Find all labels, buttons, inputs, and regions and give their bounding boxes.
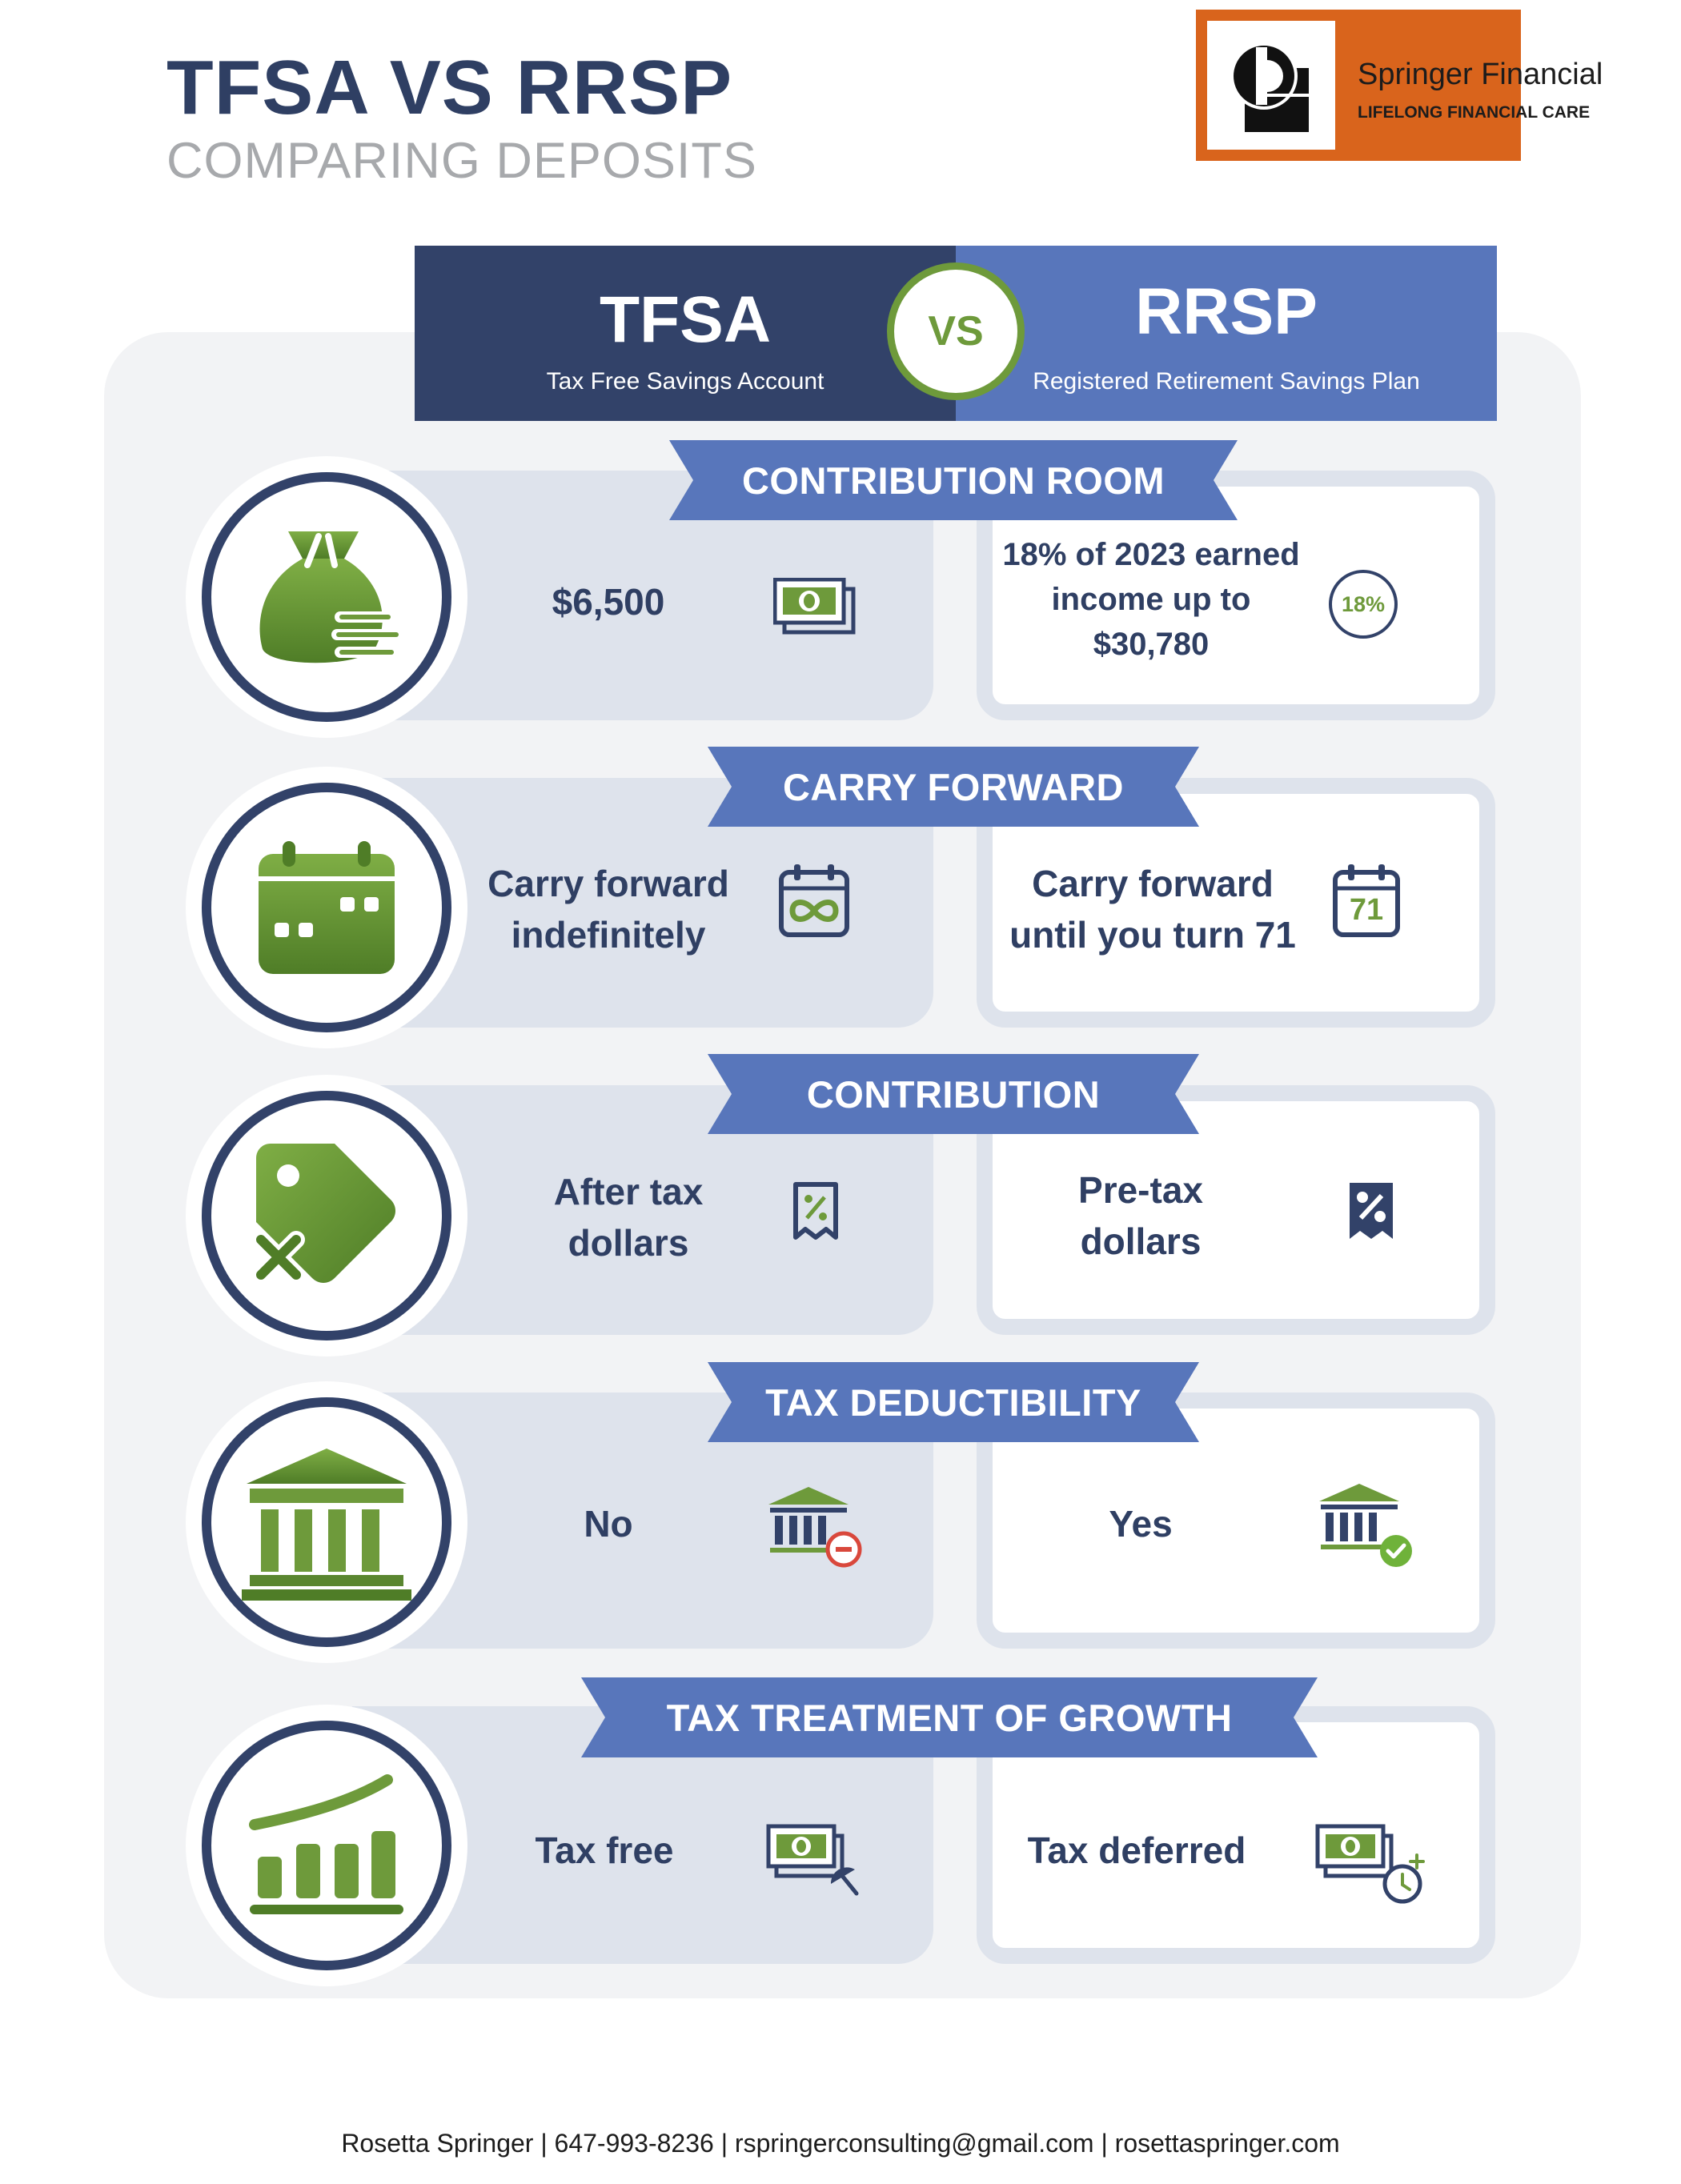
bank-check-icon bbox=[1316, 1482, 1417, 1569]
tfsa-growth-value: Tax free bbox=[535, 1829, 674, 1871]
calendar-infinity-icon bbox=[778, 863, 850, 938]
growth-heading: TAX TREATMENT OF GROWTH bbox=[666, 1696, 1233, 1739]
percent-circle-icon: 18% bbox=[1329, 570, 1398, 639]
contribution-category bbox=[186, 1075, 467, 1356]
cash-umbrella-icon bbox=[765, 1823, 861, 1900]
growth-banner bbox=[581, 1677, 1318, 1757]
page-subtitle: COMPARING DEPOSITS bbox=[166, 133, 757, 189]
rrsp-tax-deductibility-value: Yes bbox=[1109, 1503, 1173, 1545]
tfsa-fullname: Tax Free Savings Account bbox=[546, 368, 824, 395]
contribution-heading: CONTRIBUTION bbox=[806, 1072, 1101, 1116]
rrsp-carry-forward-value: Carry forward until you turn 71 bbox=[1009, 863, 1296, 956]
rrsp-growth-value: Tax deferred bbox=[1027, 1829, 1246, 1871]
contribution-room-banner bbox=[669, 440, 1238, 520]
rrsp-contribution-room-value: 18% of 2023 earned income up to $30,780 bbox=[1002, 537, 1300, 662]
carry-forward-category bbox=[186, 767, 467, 1048]
rrsp-title: RRSP bbox=[1135, 275, 1318, 348]
logo-mark bbox=[1209, 22, 1334, 148]
tfsa-header bbox=[415, 246, 956, 421]
price-tag-remove-icon bbox=[247, 1136, 407, 1296]
tax-deductibility-heading: TAX DEDUCTIBILITY bbox=[765, 1381, 1141, 1424]
rrsp-header bbox=[956, 246, 1497, 421]
money-bag-icon bbox=[239, 509, 415, 685]
contribution-room-heading: CONTRIBUTION ROOM bbox=[741, 459, 1165, 502]
springer-financial-logo bbox=[1196, 10, 1603, 161]
footer-contact: Rosetta Springer | 647-993-8236 | rspringerconsulting@gmail.com | rosettaspringer.com bbox=[341, 2129, 1340, 2158]
logo-tagline: LIFELONG FINANCIAL CARE bbox=[1358, 103, 1591, 122]
logo-name: Springer Financial bbox=[1358, 58, 1603, 91]
growth-category bbox=[186, 1705, 467, 1986]
calendar-71-label: 71 bbox=[1349, 893, 1384, 927]
logo-mark-icon bbox=[1211, 25, 1331, 146]
calendar-icon bbox=[251, 832, 403, 984]
tfsa-title: TFSA bbox=[599, 283, 772, 356]
carry-forward-banner bbox=[708, 747, 1199, 827]
receipt-percent-icon bbox=[791, 1181, 840, 1240]
calendar-71-icon bbox=[1332, 863, 1401, 938]
tax-deductibility-category bbox=[186, 1381, 467, 1663]
rrsp-fullname: Registered Retirement Savings Plan bbox=[1033, 368, 1420, 395]
contribution-room-category bbox=[186, 456, 467, 738]
bank-minus-icon bbox=[765, 1485, 866, 1569]
page-title: TFSA VS RRSP bbox=[166, 45, 733, 130]
tfsa-carry-forward-value: Carry forward indefinitely bbox=[487, 863, 729, 956]
tfsa-contribution-room-value: $6,500 bbox=[552, 581, 665, 623]
bank-icon bbox=[239, 1442, 415, 1602]
cash-icon bbox=[773, 578, 857, 635]
contribution-banner bbox=[708, 1054, 1199, 1134]
carry-forward-heading: CARRY FORWARD bbox=[782, 765, 1125, 808]
receipt-percent-filled-icon bbox=[1346, 1181, 1396, 1240]
tfsa-contribution-value: After tax dollars bbox=[553, 1171, 704, 1264]
tfsa-tax-deductibility-value: No bbox=[584, 1503, 633, 1545]
growth-chart-icon bbox=[247, 1773, 407, 1918]
vs-badge: VS bbox=[887, 262, 1025, 400]
rrsp-contribution-value: Pre-tax dollars bbox=[1078, 1169, 1203, 1263]
cash-clock-icon bbox=[1314, 1823, 1426, 1905]
tax-deductibility-banner bbox=[708, 1362, 1199, 1442]
